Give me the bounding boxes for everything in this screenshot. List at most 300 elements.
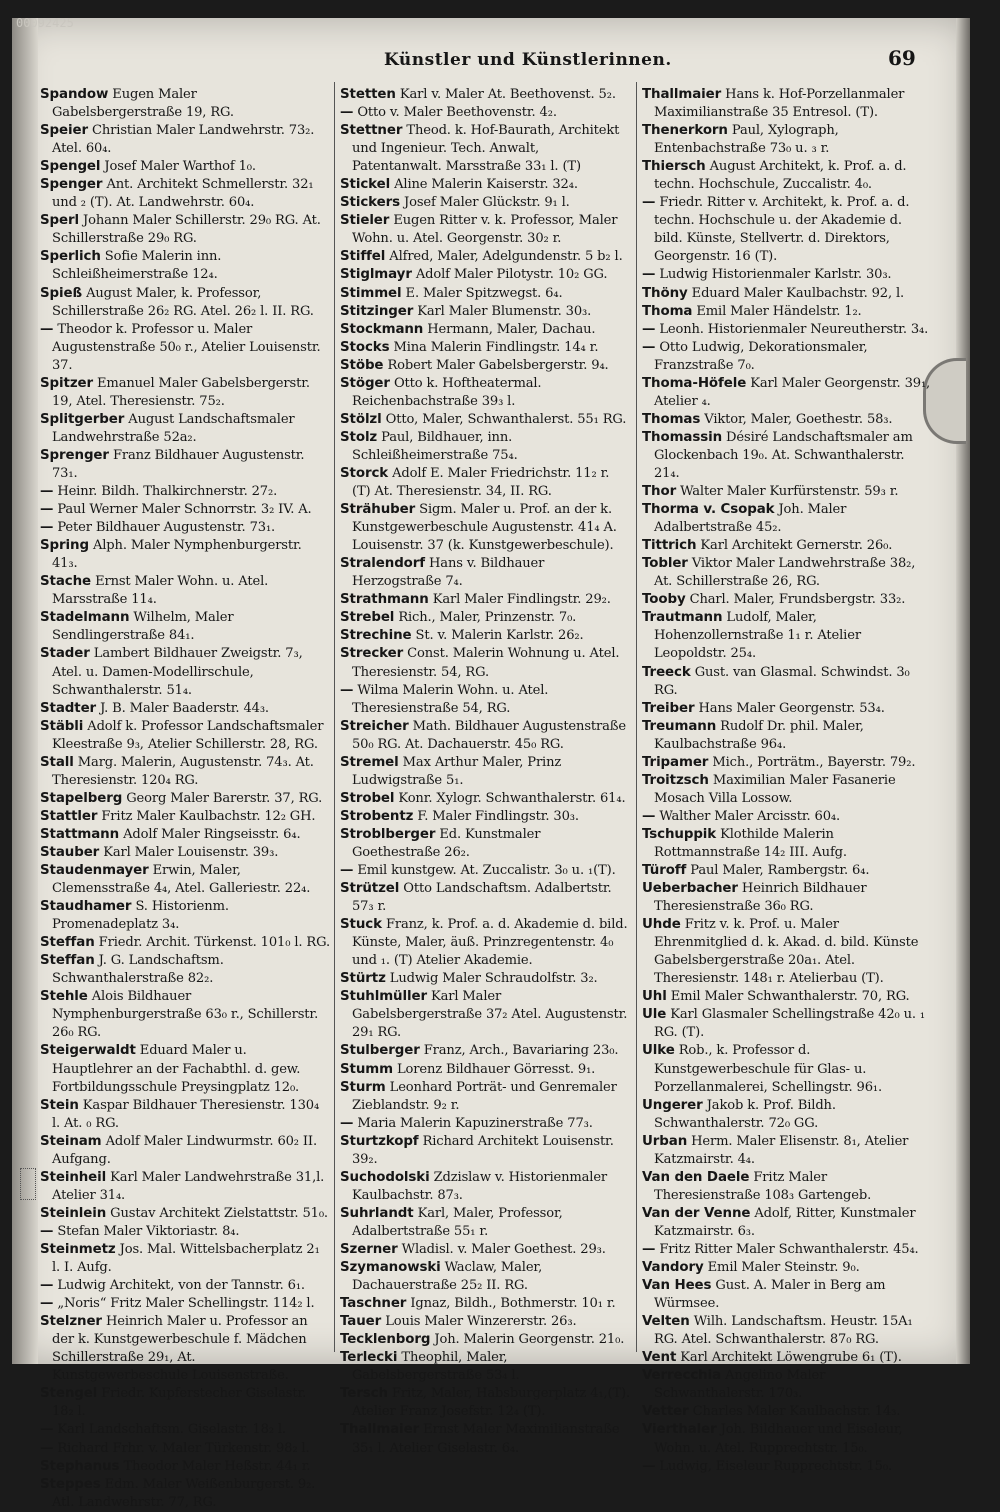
- directory-entry: [40, 1421, 330, 1439]
- entry-text: Karl Architekt Gernerstr. 26₀.: [700, 538, 893, 554]
- entry-text: Robert Maler Gabelsbergerstr. 9₄.: [387, 357, 609, 373]
- directory-entry: [40, 86, 330, 122]
- entry-name: Thor: [642, 484, 677, 500]
- entry-name: Thallmaier: [642, 87, 722, 102]
- entry-text: Ludolf, Maler, Hohenzollernstraße 1₁ r. Atelier Leopoldstr. 25₄.: [654, 610, 861, 662]
- directory-entry: [340, 862, 630, 880]
- entry-name: Ule: [642, 1007, 667, 1023]
- directory-entry: [40, 1097, 330, 1133]
- directory-entry: [340, 1205, 630, 1241]
- entry-text: Karl Maler Gabelsbergerstraße 37₂ Atel. Augustenstr. 29₁ RG.: [352, 989, 628, 1041]
- directory-entry: [340, 988, 630, 1042]
- entry-text: Theodor Maler Heßstr. 44₁ r.: [123, 1458, 311, 1474]
- entry-text: Ant. Architekt Schmellerstr. 32₁ und ₂ (T). At. Landwehrstr. 60₄.: [52, 177, 314, 211]
- entry-text: Ed. Kunstmaler Goethestraße 26₂.: [352, 826, 541, 860]
- entry-name: Thoma: [642, 303, 693, 319]
- entry-name: Spengel: [40, 159, 101, 175]
- entry-name: Stehle: [40, 989, 88, 1005]
- entry-text: Alois Bildhauer Nymphenburgerstraße 63₀ r., Schillerstr. 26₀ RG.: [52, 989, 319, 1041]
- entry-text: Paul, Bildhauer, inn. Schleißheimerstraße 75₄.: [352, 429, 518, 463]
- entry-name: Tripamer: [642, 754, 709, 770]
- entry-name: Vent: [642, 1350, 677, 1366]
- directory-entry: [40, 790, 330, 808]
- entry-name: Verrecchia: [642, 1368, 722, 1384]
- entry-text: Theodor k. Professor u. Maler Augustenstraße 50₀ r., Atelier Louisenstr. 37.: [52, 321, 321, 373]
- entry-text: Karl Glasmaler Schellingstraße 42₀ u. ₁ RG. (T).: [654, 1007, 926, 1041]
- entry-name: Uhl: [642, 989, 667, 1005]
- entry-text: Ernst Maler Maximilianstraße 35₁ l. Atelier Giselastr. 6₄.: [352, 1422, 620, 1456]
- directory-entry: [40, 285, 330, 321]
- entry-text: Lorenz Bildhauer Görresst. 9₁.: [397, 1061, 596, 1077]
- directory-entry: [40, 1169, 330, 1205]
- entry-name: Suchodolski: [340, 1169, 430, 1185]
- binding-shadow: [12, 18, 38, 1364]
- entry-text: Joh. Maler Adalbertstraße 45₂.: [654, 502, 847, 536]
- entry-name: Strebel: [340, 610, 395, 626]
- entry-name: Stelzner: [40, 1314, 102, 1330]
- directory-entry: [642, 1277, 932, 1313]
- directory-entry: [40, 1223, 330, 1241]
- entry-text: Otto k. Hoftheatermal. Reichenbachstraße 39₃ l.: [352, 375, 542, 409]
- directory-entry: [40, 808, 330, 826]
- entry-text: „Noris“ Fritz Maler Schellingstr. 114₂ l.: [57, 1296, 315, 1312]
- entry-name: Stephanus: [40, 1458, 120, 1474]
- directory-entry: [642, 880, 932, 916]
- entry-text: Erwin, Maler, Clemensstraße 4₄, Atel. Galleriestr. 22₄.: [52, 863, 311, 897]
- directory-entry: [340, 591, 630, 609]
- directory-entry: [642, 122, 932, 158]
- entry-name: Speier: [40, 123, 88, 139]
- directory-entry: [40, 1458, 330, 1476]
- entry-text: Otto, Maler, Schwanthalerst. 55₁ RG.: [385, 411, 627, 427]
- entry-name: Stattler: [40, 808, 98, 824]
- entry-name: Vandory: [642, 1260, 704, 1276]
- entry-text: Adolf k. Professor Landschaftsmaler Kleestraße 9₃, Atelier Schillerstr. 28, RG.: [52, 718, 324, 752]
- directory-entry: [40, 754, 330, 790]
- entry-name: —: [642, 1242, 656, 1257]
- page-edge: [956, 18, 970, 1364]
- entry-text: Karl Landschaftsm. Giselastr. 18₂ l.: [57, 1422, 286, 1438]
- entry-name: Tittrich: [642, 538, 697, 554]
- entry-text: Richard Architekt Louisenstr. 39₂.: [352, 1133, 614, 1167]
- entry-text: Angelino Maler Schwanthalerstr. 170₃.: [654, 1368, 826, 1402]
- directory-entry: [642, 501, 932, 537]
- entry-name: Terlecki: [340, 1350, 398, 1366]
- entry-name: Sperl: [40, 213, 80, 229]
- directory-entry: [642, 862, 932, 880]
- directory-entry: [642, 808, 932, 826]
- entry-text: Louis Maler Winzererstr. 26₃.: [385, 1314, 577, 1330]
- entry-text: Charles Maler Kaulbachstr. 14₃.: [692, 1404, 901, 1420]
- directory-entry: [642, 916, 932, 988]
- directory-entry: [642, 411, 932, 429]
- entry-name: —: [642, 808, 656, 824]
- directory-entry: [40, 573, 330, 609]
- directory-entry: [642, 321, 932, 339]
- entry-text: Heinrich Maler u. Professor an der k. Kunstgewerbeschule f. Mädchen Schillerstraße 29₁, At. Kunstgewerbeschule Louisenstraße.: [52, 1314, 308, 1384]
- entry-text: Karl Maler Louisenstr. 39₃.: [103, 844, 279, 860]
- entry-text: Karl Maler Findlingstr. 29₂.: [432, 592, 611, 608]
- entry-text: Heinr. Bildh. Thalkirchnerstr. 27₂.: [57, 484, 278, 500]
- entry-text: Josef Maler Warthof 1₀.: [104, 159, 256, 175]
- entry-text: Karl Maler Georgenstr. 39₁, Atelier ₄.: [654, 375, 931, 409]
- directory-entry: [642, 303, 932, 321]
- entry-name: —: [40, 1223, 54, 1239]
- entry-text: Désiré Landschaftsmaler am Glockenbach 19₀. At. Schwanthalerstr. 21₄.: [654, 429, 913, 481]
- entry-name: Strechine: [340, 628, 412, 644]
- entry-name: —: [642, 267, 656, 283]
- directory-entry: [340, 645, 630, 681]
- entry-text: August Landschaftsmaler Landwehrstraße 52a₂.: [52, 411, 295, 445]
- scan-id: 00092425: [16, 16, 74, 30]
- entry-name: —: [40, 321, 54, 337]
- entry-name: Stremel: [340, 754, 399, 770]
- entry-name: Stäbli: [40, 718, 84, 734]
- entry-name: Stauber: [40, 844, 100, 860]
- directory-entry: [642, 1169, 932, 1205]
- entry-name: Stache: [40, 574, 92, 590]
- entry-name: Stiffel: [340, 249, 386, 265]
- entry-name: Steinlein: [40, 1205, 107, 1221]
- entry-text: Otto Ludwig, Dekorationsmaler, Franzstraße 7₀.: [654, 339, 868, 373]
- entry-text: Lambert Bildhauer Zweigstr. 7₃, Atel. u. Damen-Modellirschule, Schwanthalerstr. 51₄.: [52, 646, 303, 698]
- entry-name: Vetter: [642, 1404, 689, 1420]
- directory-entry: [340, 194, 630, 212]
- entry-text: Ignaz, Bildh., Bothmerstr. 10₁ r.: [410, 1296, 616, 1312]
- directory-entry: [340, 1331, 630, 1349]
- entry-text: Friedr. Archit. Türkenst. 101₀ l. RG.: [98, 935, 330, 951]
- entry-name: Steffan: [40, 935, 95, 951]
- entry-text: Heinrich Bildhauer Theresienstraße 36₀ RG.: [654, 881, 867, 915]
- entry-name: Stadter: [40, 700, 97, 716]
- entry-name: Van Hees: [642, 1278, 712, 1294]
- entry-text: Paul, Xylograph, Entenbachstraße 73₀ u. ₃ r.: [654, 123, 839, 157]
- directory-entry: [642, 1403, 932, 1421]
- entry-text: Aline Malerin Kaiserstr. 32₄.: [394, 177, 578, 193]
- entry-name: —: [40, 1278, 54, 1294]
- entry-name: Velten: [642, 1314, 690, 1330]
- entry-name: Stickers: [340, 195, 400, 211]
- directory-entry: [340, 104, 630, 122]
- directory-entry: [40, 375, 330, 411]
- entry-text: Franz Bildhauer Augustenstr. 73₁.: [52, 447, 305, 481]
- entry-text: Richard Frhr. v. Maler Türkenstr. 98₂ l.: [57, 1440, 310, 1456]
- entry-name: Vierthaler: [642, 1422, 717, 1438]
- directory-entry: [340, 754, 630, 790]
- directory-entry: [340, 555, 630, 591]
- directory-entry: [340, 248, 630, 266]
- entry-text: Adolf, Ritter, Kunstmaler Katzmairstr. 6₃.: [654, 1205, 916, 1239]
- directory-entry: [340, 916, 630, 970]
- entry-text: Hans k. Hof-Porzellanmaler Maximilianstraße 35 Entresol. (T).: [654, 87, 905, 121]
- entry-name: Splitgerber: [40, 411, 125, 427]
- entry-text: Leonh. Historienmaler Neureutherstr. 3₄.: [659, 321, 929, 337]
- entry-name: —: [642, 321, 656, 337]
- directory-entry: [340, 86, 630, 104]
- directory-entry: [642, 609, 932, 663]
- entry-text: Georg Maler Barerstr. 37, RG.: [126, 790, 323, 806]
- directory-entry: [40, 447, 330, 483]
- entry-text: Emil Maler Steinstr. 9₀.: [707, 1260, 860, 1276]
- entry-text: Otto v. Maler Beethovenstr. 4₂.: [357, 105, 557, 121]
- entry-name: Stadelmann: [40, 610, 130, 626]
- page-header: [12, 48, 970, 78]
- entry-name: Stimmel: [340, 285, 402, 301]
- directory-entry: [40, 844, 330, 862]
- directory-entry: [340, 808, 630, 826]
- entry-name: Thorma v. Csopak: [642, 502, 775, 518]
- entry-name: Troitzsch: [642, 772, 709, 788]
- directory-entry: [340, 176, 630, 194]
- entry-text: August Architekt, k. Prof. a. d. techn. Hochschule, Zuccalistr. 4₀.: [654, 159, 907, 193]
- entry-name: Stocks: [340, 339, 390, 355]
- entry-text: Rudolf Dr. phil. Maler, Kaulbachstraße 96₄.: [654, 718, 864, 752]
- entry-text: Sofie Malerin inn. Schleißheimerstraße 12₄.: [52, 249, 222, 283]
- directory-entry: [340, 303, 630, 321]
- entry-name: Stieler: [340, 213, 390, 229]
- entry-name: Spieß: [40, 285, 83, 301]
- directory-entry: [40, 1241, 330, 1277]
- entry-text: Mina Malerin Findlingstr. 14₄ r.: [393, 339, 599, 355]
- entry-text: Leonhard Porträt- und Genremaler Zieblandstr. 9₂ r.: [352, 1079, 617, 1113]
- directory-entry: [40, 988, 330, 1042]
- directory-entry: [40, 609, 330, 645]
- directory-entry: [340, 1042, 630, 1060]
- entry-name: Stroblberger: [340, 826, 436, 842]
- entry-name: Stölzl: [340, 411, 382, 427]
- directory-page: [12, 16, 970, 1510]
- directory-entry: [40, 483, 330, 501]
- entry-text: Theophil, Maler, Gabelsbergerstraße 53₄ l.: [352, 1350, 520, 1384]
- directory-entry: [340, 465, 630, 501]
- directory-entry: [642, 700, 932, 718]
- entry-name: —: [40, 520, 54, 536]
- entry-name: Steinam: [40, 1133, 102, 1149]
- entry-name: Thoma-Höfele: [642, 375, 747, 391]
- directory-entry: [40, 1205, 330, 1223]
- entry-name: Tauer: [340, 1314, 382, 1330]
- entry-name: Spring: [40, 538, 89, 554]
- entry-text: Friedr. Kupferstecher Giselastr. 18₂ l.: [52, 1386, 307, 1420]
- entry-text: Viktor, Maler, Goethestr. 58₃.: [704, 411, 893, 427]
- entry-text: Wilma Malerin Wohn. u. Atel. Theresienstraße 54, RG.: [352, 682, 549, 716]
- entry-text: Emanuel Maler Gabelsbergerstr. 19, Atel. Theresienstr. 75₂.: [52, 375, 310, 409]
- entry-text: Rich., Maler, Prinzenstr. 7₀.: [398, 610, 577, 626]
- entry-name: Treiber: [642, 700, 695, 716]
- entry-name: Stolz: [340, 429, 378, 445]
- directory-entry: [340, 285, 630, 303]
- directory-entry: [642, 1205, 932, 1241]
- entry-name: Thomas: [642, 411, 701, 427]
- entry-text: Adolf Maler Pilotystr. 10₂ GG.: [415, 267, 608, 283]
- entry-name: Stuhlmüller: [340, 989, 427, 1005]
- entry-name: Spandow: [40, 87, 109, 102]
- page-title: Künstler und Künstlerinnen.: [384, 50, 672, 70]
- entry-name: —: [40, 1422, 54, 1438]
- entry-name: Stöger: [340, 375, 390, 391]
- entry-name: Van der Venne: [642, 1205, 751, 1221]
- directory-entry: [40, 1440, 330, 1458]
- directory-entry: [40, 501, 330, 519]
- entry-text: Franz, k. Prof. a. d. Akademie d. bild. Künste, Maler, äuß. Prinzregentenstr. 4₀ und ₁. (T) Atelier Akademie.: [352, 917, 628, 969]
- column-divider: [334, 82, 335, 1352]
- directory-entry: [642, 772, 932, 808]
- entry-name: Van den Daele: [642, 1169, 750, 1185]
- directory-entry: [340, 880, 630, 916]
- entry-name: Thiersch: [642, 159, 706, 175]
- directory-entry: [40, 537, 330, 573]
- entry-text: Hermann, Maler, Dachau.: [427, 321, 596, 337]
- entry-text: Zdzislaw v. Historienmaler Kaulbachstr. 87₃.: [352, 1169, 608, 1203]
- margin-mark: [20, 1168, 36, 1200]
- entry-name: Thomassin: [642, 429, 723, 445]
- directory-entry: [642, 664, 932, 700]
- directory-entry: [340, 212, 630, 248]
- entry-text: August Maler, k. Professor, Schillerstraße 26₂ RG. Atel. 26₂ l. II. RG.: [52, 285, 314, 319]
- directory-entry: [642, 1006, 932, 1042]
- entry-text: Otto Landschaftsm. Adalbertstr. 57₃ r.: [352, 881, 612, 915]
- directory-entry: [642, 1313, 932, 1349]
- entry-name: Tobler: [642, 556, 688, 572]
- directory-entry: [340, 1061, 630, 1079]
- entry-text: J. B. Maler Baaderstr. 44₃.: [100, 700, 269, 716]
- entry-name: Sturm: [340, 1079, 386, 1095]
- directory-entry: [340, 1313, 630, 1331]
- entry-name: —: [340, 1115, 354, 1131]
- directory-entry: [642, 1458, 932, 1476]
- entry-name: Streicher: [340, 718, 409, 734]
- entry-text: Karl v. Maler At. Beethovenst. 5₂.: [399, 87, 616, 102]
- directory-entry: [642, 591, 932, 609]
- entry-name: Stockmann: [340, 321, 424, 337]
- entry-text: Gustav Architekt Zielstattstr. 51₀.: [110, 1205, 328, 1221]
- entry-name: Stetten: [340, 87, 396, 102]
- entry-text: Rob., k. Professor d. Kunstgewerbeschule für Glas- u. Porzellanmalerei, Schellingstr. 96₁.: [654, 1043, 883, 1095]
- entry-text: F. Maler Findlingstr. 30₃.: [417, 808, 579, 824]
- entry-name: Stuck: [340, 917, 382, 933]
- entry-text: Waclaw, Maler, Dachauerstraße 25₂ II. RG.: [352, 1260, 543, 1294]
- directory-entry: [642, 1097, 932, 1133]
- directory-entry: [340, 790, 630, 808]
- directory-entry: [340, 1295, 630, 1313]
- entry-name: Sturtzkopf: [340, 1133, 419, 1149]
- entry-name: Stiglmayr: [340, 267, 412, 283]
- entry-name: Strobel: [340, 790, 395, 806]
- entry-name: Trautmann: [642, 610, 723, 626]
- directory-entry: [340, 1385, 630, 1421]
- directory-entry: [40, 1295, 330, 1313]
- entry-text: Karl Maler Blumenstr. 30₃.: [417, 303, 592, 319]
- entry-text: Theod. k. Hof-Baurath, Architekt und Ingenieur. Tech. Anwalt, Patentanwalt. Marsstraße 33₁ l. (T): [352, 123, 620, 175]
- directory-entry: [340, 627, 630, 645]
- entry-name: —: [642, 1458, 656, 1474]
- entry-text: Emil Maler Händelstr. 1₂.: [696, 303, 862, 319]
- entry-text: Max Arthur Maler, Prinz Ludwigstraße 5₁.: [352, 754, 562, 788]
- directory-entry: [340, 266, 630, 284]
- directory-entry: [340, 1079, 630, 1115]
- entry-text: Karl Architekt Löwengrube 6₁ (T).: [680, 1350, 902, 1366]
- entry-name: Stürtz: [340, 971, 386, 987]
- entry-text: Klothilde Malerin Rottmannstraße 14₂ III. Aufg.: [654, 826, 847, 860]
- directory-entry: [642, 1349, 932, 1367]
- entry-name: Stralendorf: [340, 556, 426, 572]
- entry-text: Charl. Maler, Frundsbergstr. 33₂.: [689, 592, 906, 608]
- directory-entry: [40, 700, 330, 718]
- directory-entry: [40, 898, 330, 934]
- entry-name: —: [40, 1296, 54, 1312]
- entry-name: Suhrlandt: [340, 1205, 414, 1221]
- entry-name: Thallmaier: [340, 1422, 420, 1438]
- directory-entry: [642, 266, 932, 284]
- entry-text: Walther Maler Arcisstr. 60₄.: [659, 808, 841, 824]
- entry-name: Stengel: [40, 1386, 98, 1402]
- directory-entry: [40, 862, 330, 898]
- entry-text: Fritz v. k. Prof. u. Maler Ehrenmitglied d. k. Akad. d. bild. Künste Gabelsbergerstraße 20a₁. Atel. Theresienstr. 148₁ r. Atelierbau (T).: [654, 917, 919, 987]
- entry-text: Jos. Mal. Wittelsbacherplatz 2₁ l. I. Aufg.: [52, 1242, 320, 1276]
- directory-entry: [340, 411, 630, 429]
- directory-entry: [642, 1367, 932, 1403]
- column-1: [40, 86, 330, 1510]
- entry-name: Urban: [642, 1133, 688, 1149]
- entry-name: Thöny: [642, 285, 688, 301]
- entry-text: Paul Maler, Rambergstr. 6₄.: [690, 863, 870, 879]
- directory-entry: [642, 1421, 932, 1457]
- directory-entry: [642, 194, 932, 266]
- directory-entry: [340, 339, 630, 357]
- entry-name: Sperlich: [40, 249, 101, 265]
- entry-text: Maria Malerin Kapuzinerstraße 77₃.: [357, 1115, 593, 1131]
- entry-name: Strützel: [340, 881, 400, 897]
- entry-text: S. Historienm. Promenadeplatz 3₄.: [52, 899, 229, 933]
- entry-text: Friedr. Ritter v. Architekt, k. Prof. a. d. techn. Hochschule u. der Akademie d. bild. Künste, Stellvertr. d. Direktors, Georgenstr. 16 (T).: [654, 195, 910, 265]
- entry-text: Wilh. Landschaftsm. Heustr. 15A₁ RG. Atel. Schwanthalerstr. 87₀ RG.: [654, 1314, 913, 1348]
- entry-text: Gust. van Glasmal. Schwindst. 3₀ RG.: [654, 664, 910, 698]
- entry-text: Joh. Malerin Georgenstr. 21₀.: [434, 1332, 625, 1348]
- entry-name: Thenerkorn: [642, 123, 728, 139]
- entry-text: Eduard Maler u. Hauptlehrer an der Fachabthl. d. gew. Fortbildungsschule Preysingplatz 12₀.: [52, 1043, 301, 1095]
- entry-name: Treumann: [642, 718, 717, 734]
- entry-text: Fritz Maler Theresienstraße 108₃ Gartengeb.: [654, 1169, 872, 1203]
- entry-text: Fritz Maler Kaulbachstr. 12₂ GH.: [101, 808, 316, 824]
- directory-entry: [40, 519, 330, 537]
- entry-name: Szymanowski: [340, 1260, 441, 1276]
- entry-text: Mich., Porträtm., Bayerstr. 79₂.: [712, 754, 916, 770]
- entry-name: Türoff: [642, 863, 687, 879]
- entry-text: Const. Malerin Wohnung u. Atel. Theresienstr. 54, RG.: [352, 646, 620, 680]
- entry-name: Staudenmayer: [40, 863, 149, 879]
- directory-entry: [340, 1241, 630, 1259]
- entry-name: Uhde: [642, 917, 681, 933]
- entry-name: —: [40, 484, 54, 500]
- directory-entry: [340, 1133, 630, 1169]
- entry-text: Wladisl. v. Maler Goethest. 29₃.: [401, 1242, 606, 1257]
- entry-text: Paul Werner Maler Schnorrstr. 3₂ IV. A.: [57, 502, 312, 518]
- entry-text: Herm. Maler Elisenstr. 8₁, Atelier Katzmairstr. 4₄.: [654, 1133, 909, 1167]
- entry-text: Ludwig Historienmaler Karlstr. 30₃.: [659, 267, 892, 283]
- directory-entry: [40, 1313, 330, 1385]
- directory-entry: [642, 537, 932, 555]
- entry-text: Viktor Maler Landwehrstraße 38₂, At. Schillerstraße 26, RG.: [654, 556, 916, 590]
- directory-entry: [40, 645, 330, 699]
- directory-entry: [40, 411, 330, 447]
- entry-name: Stattmann: [40, 826, 120, 842]
- entry-name: Strobentz: [340, 808, 414, 824]
- entry-text: Josef Maler Glückstr. 9₁ l.: [404, 195, 570, 211]
- entry-text: J. G. Landschaftsm. Schwanthalerstraße 82₂.: [52, 953, 224, 987]
- entry-text: Alfred, Maler, Adelgundenstr. 5 b₂ l.: [389, 249, 623, 265]
- entry-name: Steinheil: [40, 1169, 107, 1185]
- entry-name: Stapelberg: [40, 790, 123, 806]
